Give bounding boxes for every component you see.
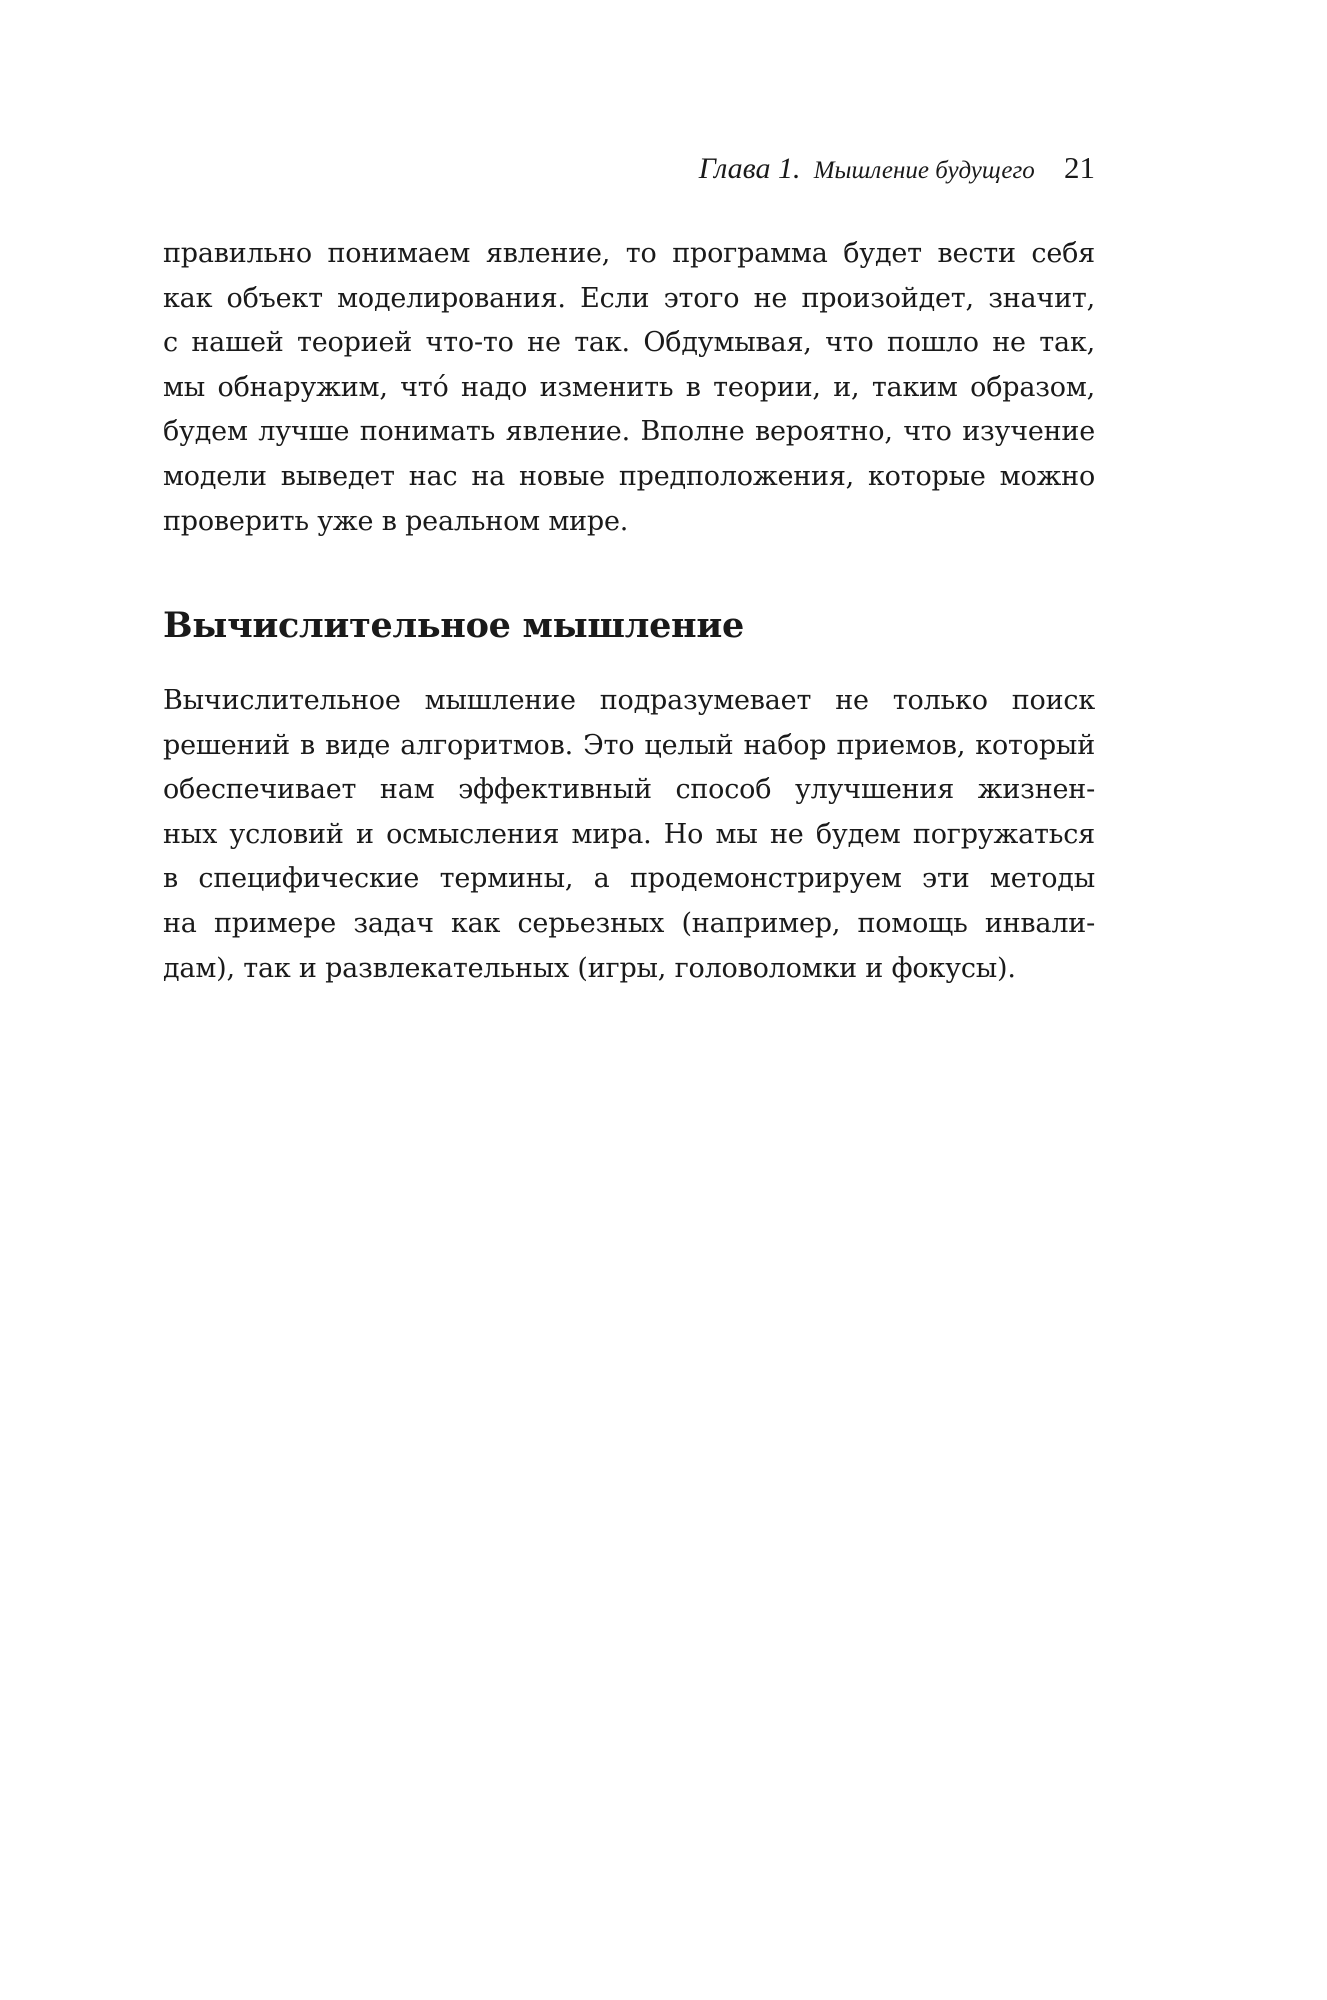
- chapter-number: Глава 1.: [698, 152, 801, 185]
- body-paragraph-2: [163, 679, 1095, 991]
- text-line: проверить уже в реальном мире.: [163, 505, 629, 537]
- text-line: ных условий и осмысления мира. Но мы не будем погружаться: [163, 818, 1095, 850]
- running-head: [699, 150, 1095, 189]
- text-line: дам), так и развлекательных (игры, головоломки и фокусы).: [163, 952, 1016, 984]
- text-line: Вычислительное мышление подразумевает не только поиск: [163, 685, 1095, 716]
- text-line: на примере задач как серьезных (например, помощь инвали-: [163, 907, 1095, 939]
- text-line: правильно понимаем явление, то программа будет вести себя: [163, 238, 1095, 269]
- text-line: в специфические термины, а продемонстрируем эти методы: [163, 863, 1095, 895]
- text-line: мы обнаружим, что́ надо изменить в теории, и, таким образом,: [163, 371, 1095, 403]
- text-line: обеспечивает нам эффективный способ улучшения жизнен-: [163, 774, 1095, 806]
- page-number: 21: [1064, 150, 1095, 185]
- text-line: с нашей теорией что-то не так. Обдумывая, что пошло не так,: [163, 327, 1095, 359]
- text-line: модели выведет нас на новые предположения, которые можно: [163, 460, 1095, 492]
- text-line: как объект моделирования. Если этого не произойдет, значит,: [163, 282, 1095, 314]
- section-heading: Вычислительное мышление: [163, 605, 744, 646]
- body-paragraph-1: [163, 232, 1095, 544]
- text-line: решений в виде алгоритмов. Это целый набор приемов, который: [163, 729, 1095, 761]
- text-line: будем лучше понимать явление. Вполне вероятно, что изучение: [163, 416, 1095, 448]
- chapter-title: Мышление будущего: [813, 157, 1035, 184]
